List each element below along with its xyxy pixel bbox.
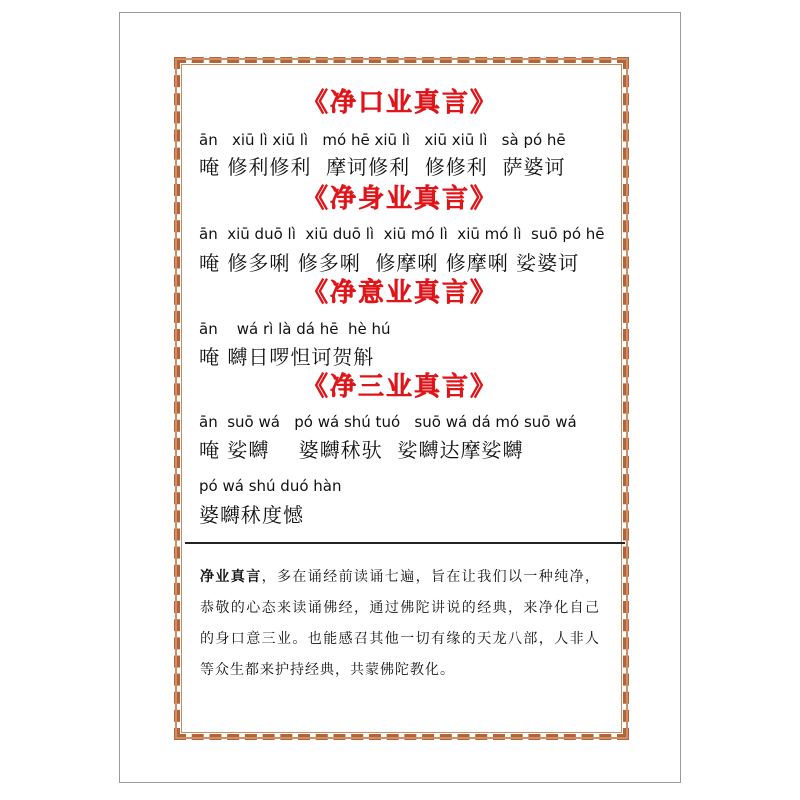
mantra-line: 唵 修利修利 摩诃修利 修修利 萨婆诃 <box>199 155 566 179</box>
mantra-line: 唵 嚩日啰怛诃贺斛 <box>199 345 375 369</box>
pinyin-line: ān wá rì là dá hē hè hú <box>199 320 391 338</box>
mantra-line: 唵 修多唎 修多唎 修摩唎 修摩唎 娑婆诃 <box>199 251 580 275</box>
description-lead: 净业真言 <box>200 569 262 585</box>
pinyin-line: ān xiū lì xiū lì mó hē xiū lì xiū xiū lì sà pó hē <box>199 131 566 149</box>
description-body: ，多在诵经前读诵七遍，旨在让我们以一种纯净，恭敬的心态来读诵佛经，通过佛陀讲说的经典，来净化自己的身口意三业。也能感召其他一切有缘的天龙八部，人非人等众生都来护持经典，共蒙佛陀教化。 <box>200 569 601 678</box>
mantra-line: 婆嚩秫度憾 <box>199 503 304 527</box>
pinyin-line: ān suō wá pó wá shú tuó suō wá dá mó suō wá <box>199 413 577 431</box>
description-paragraph <box>200 562 600 686</box>
section-title-body-karma: 《净身业真言》 <box>301 184 498 214</box>
section-divider <box>185 542 625 544</box>
section-title-mind-karma: 《净意业真言》 <box>301 278 498 308</box>
pinyin-line: pó wá shú duó hàn <box>199 477 342 495</box>
pinyin-line: ān xiū duō lì xiū duō lì xiū mó lì xiū mó lì suō pó hē <box>199 225 605 243</box>
section-title-three-karmas: 《净三业真言》 <box>301 372 498 402</box>
section-title-mouth-karma: 《净口业真言》 <box>301 88 498 118</box>
mantra-line: 唵 娑嚩 婆嚩秫驮 娑嚩达摩娑嚩 <box>199 438 524 462</box>
